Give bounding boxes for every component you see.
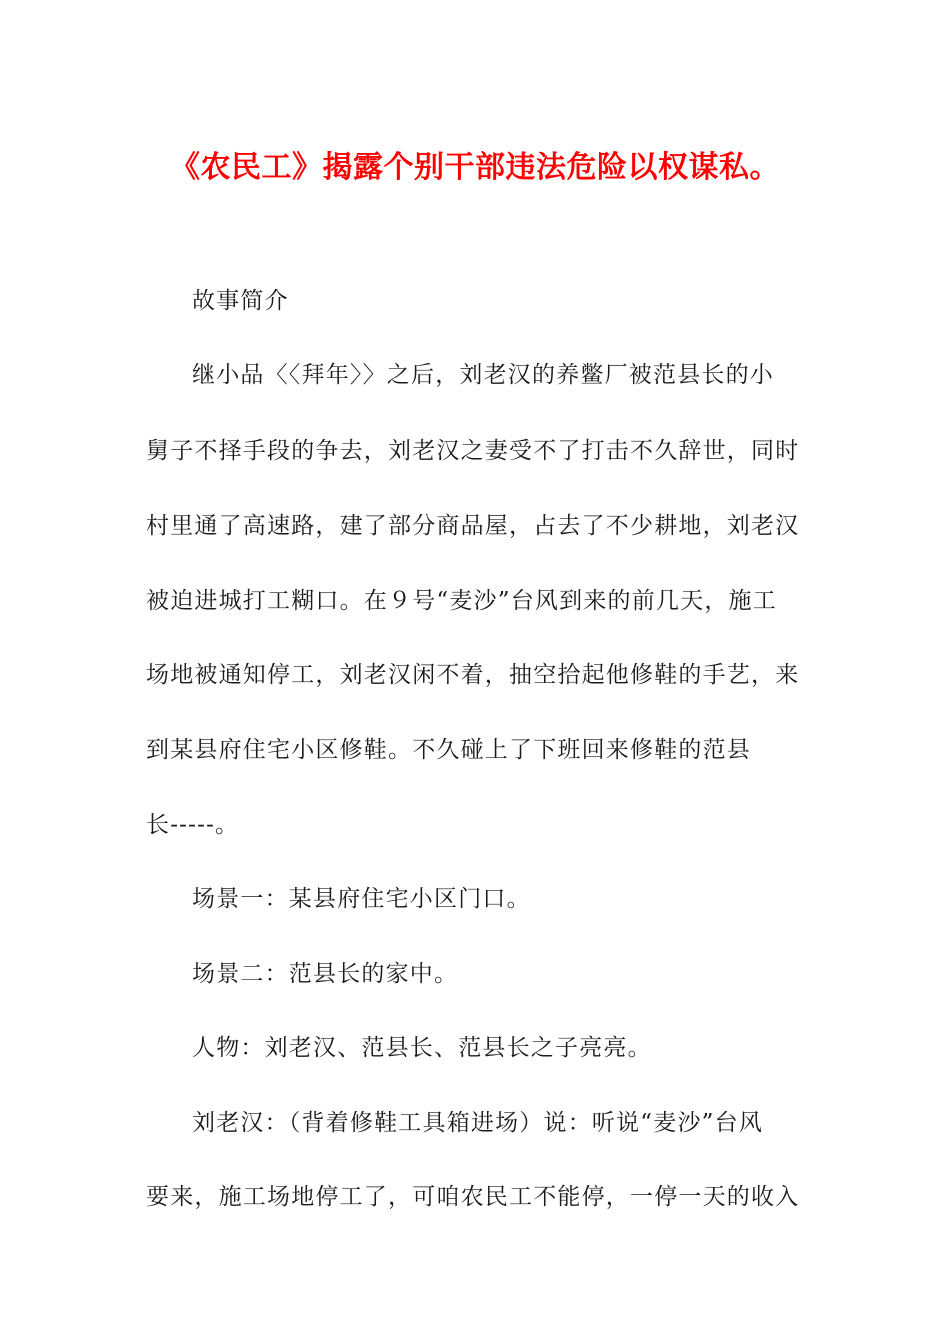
scene-one-line: 场景一：某县府住宅小区门口。 (192, 886, 531, 912)
paragraph-line: 村里通了高速路，建了部分商品屋，占去了不少耕地，刘老汉 (146, 513, 800, 539)
characters-line: 人物：刘老汉、范县长、范县长之子亮亮。 (192, 1035, 652, 1061)
paragraph-line: 长-----。 (146, 812, 240, 838)
paragraph-line: 场地被通知停工，刘老汉闲不着，抽空拾起他修鞋的手艺，来 (146, 662, 800, 688)
scene-two-line: 场景二：范县长的家中。 (192, 961, 459, 987)
dialogue-line: 刘老汉：（背着修鞋工具箱进场）说：听说“麦沙”台风 (192, 1110, 764, 1136)
paragraph-line: 继小品〈〈拜年〉〉之后，刘老汉的养鳖厂被范县长的小 (192, 362, 774, 388)
paragraph-line: 到某县府住宅小区修鞋。不久碰上了下班回来修鞋的范县 (146, 737, 751, 763)
dialogue-line: 要来，施工场地停工了，可咱农民工不能停，一停一天的收入 (146, 1184, 800, 1210)
paragraph-line: 被迫进城打工糊口。在９号“麦沙”台风到来的前几天，施工 (146, 588, 777, 614)
section-heading-story-intro: 故事简介 (192, 288, 289, 314)
document-title: 《农民工》揭露个别干部违法危险以权谋私。 (170, 150, 780, 185)
paragraph-line: 舅子不择手段的争去，刘老汉之妻受不了打击不久辞世，同时 (146, 438, 800, 464)
